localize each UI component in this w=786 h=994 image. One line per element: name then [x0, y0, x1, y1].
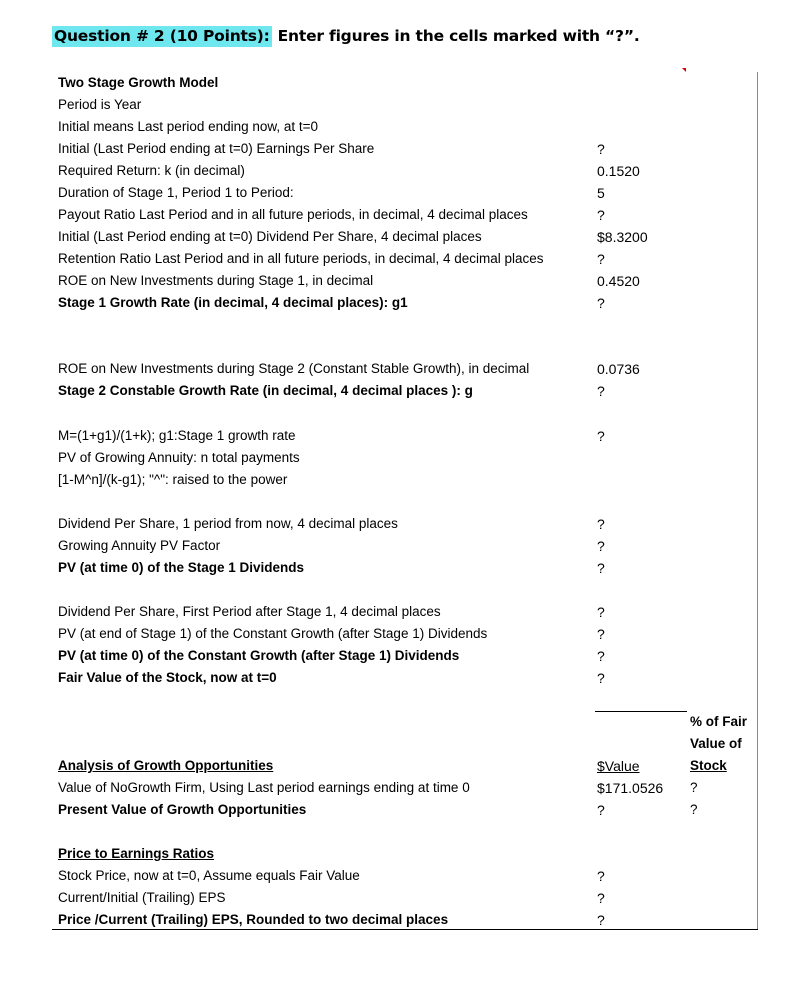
stock-price-cell[interactable]: ? — [597, 868, 605, 884]
pct-header-line1: % of Fair — [690, 714, 748, 729]
pct-header-line3: Stock — [690, 758, 727, 773]
row-label: Growing Annuity PV Factor — [58, 538, 221, 553]
dps-after-stage1-cell[interactable]: ? — [597, 604, 605, 620]
stage2-growth-cell[interactable]: ? — [597, 383, 605, 399]
row-label: Retention Ratio Last Period and in all future periods, in decimal, 4 decimal places — [58, 251, 544, 266]
retention-ratio-cell[interactable]: ? — [597, 251, 605, 267]
pe-ratio-cell[interactable]: ? — [597, 912, 605, 928]
initial-eps-cell[interactable]: ? — [597, 141, 605, 157]
pv-stage1-cell[interactable]: ? — [597, 560, 605, 576]
row-label: Required Return: k (in decimal) — [58, 163, 245, 178]
row-label: Duration of Stage 1, Period 1 to Period: — [58, 185, 294, 200]
row-label: Value of NoGrowth Firm, Using Last period earnings ending at time 0 — [58, 780, 470, 795]
model-heading: Two Stage Growth Model — [58, 75, 219, 90]
dps-period1-cell[interactable]: ? — [597, 516, 605, 532]
row-label-bold: PV (at time 0) of the Stage 1 Dividends — [58, 560, 305, 575]
row-label: ROE on New Investments during Stage 2 (Constant Stable Growth), in decimal — [58, 361, 530, 376]
row-label: Stock Price, now at t=0, Assume equals Fair Value — [58, 868, 360, 883]
row-label-bold: Price /Current (Trailing) EPS, Rounded to two decimal places — [58, 912, 449, 927]
row-label: Current/Initial (Trailing) EPS — [58, 890, 226, 905]
pe-heading: Price to Earnings Ratios — [58, 846, 215, 861]
row-label-bold: Fair Value of the Stock, now at t=0 — [58, 670, 277, 685]
row-label-bold: PV (at time 0) of the Constant Growth (after Stage 1) Dividends — [58, 648, 460, 663]
pvgo-value-cell[interactable]: ? — [597, 802, 605, 818]
initial-dps-cell: $8.3200 — [597, 229, 648, 245]
nogrowth-pct-cell[interactable]: ? — [690, 780, 698, 795]
row-label: PV of Growing Annuity: n total payments — [58, 450, 300, 465]
row-label: Initial means Last period ending now, at t=0 — [58, 119, 319, 134]
sheet-right-border — [757, 72, 758, 929]
trailing-eps-cell[interactable]: ? — [597, 890, 605, 906]
stage1-duration-cell: 5 — [597, 185, 605, 201]
total-underline — [595, 711, 687, 712]
row-label-bold: Stage 2 Constable Growth Rate (in decimal, 4 decimal places ): g — [58, 383, 473, 398]
stage1-growth-cell[interactable]: ? — [597, 295, 605, 311]
nogrowth-value-cell: $171.0526 — [597, 780, 664, 796]
payout-ratio-cell[interactable]: ? — [597, 207, 605, 223]
stage1-roe-cell: 0.4520 — [597, 273, 640, 289]
row-label: Initial (Last Period ending at t=0) Earnings Per Share — [58, 141, 375, 156]
row-label: Dividend Per Share, First Period after Stage 1, 4 decimal places — [58, 604, 441, 619]
row-label: ROE on New Investments during Stage 1, in decimal — [58, 273, 374, 288]
row-label: Period is Year — [58, 97, 142, 112]
row-label: Payout Ratio Last Period and in all future periods, in decimal, 4 decimal places — [58, 207, 528, 222]
value-column-header: $Value — [597, 758, 640, 774]
pv-end-stage1-cell[interactable]: ? — [597, 626, 605, 642]
row-label: Initial (Last Period ending at t=0) Dividend Per Share, 4 decimal places — [58, 229, 482, 244]
m-ratio-cell[interactable]: ? — [597, 428, 605, 444]
annuity-factor-cell[interactable]: ? — [597, 538, 605, 554]
pct-header-line2: Value of — [690, 736, 742, 751]
row-label: PV (at end of Stage 1) of the Constant Growth (after Stage 1) Dividends — [58, 626, 488, 641]
cell-comment-indicator — [682, 68, 686, 72]
required-return-cell: 0.1520 — [597, 163, 640, 179]
question-title — [52, 27, 640, 49]
row-label-bold: Stage 1 Growth Rate (in decimal, 4 decimal places): g1 — [58, 295, 408, 310]
question-title-instruction: Enter figures in the cells marked with “?”. — [277, 27, 640, 45]
row-label: M=(1+g1)/(1+k); g1:Stage 1 growth rate — [58, 428, 296, 443]
row-label-bold: Present Value of Growth Opportunities — [58, 802, 307, 817]
row-label: Dividend Per Share, 1 period from now, 4 decimal places — [58, 516, 398, 531]
row-label: [1-M^n]/(k-g1); "^": raised to the power — [58, 472, 288, 487]
pvgo-pct-cell[interactable]: ? — [690, 802, 698, 817]
question-title-highlight: Question # 2 (10 Points): — [54, 27, 270, 45]
stage2-roe-cell: 0.0736 — [597, 361, 640, 377]
pv-constant-growth-cell[interactable]: ? — [597, 648, 605, 664]
analysis-heading: Analysis of Growth Opportunities — [58, 758, 274, 773]
fair-value-cell[interactable]: ? — [597, 670, 605, 686]
